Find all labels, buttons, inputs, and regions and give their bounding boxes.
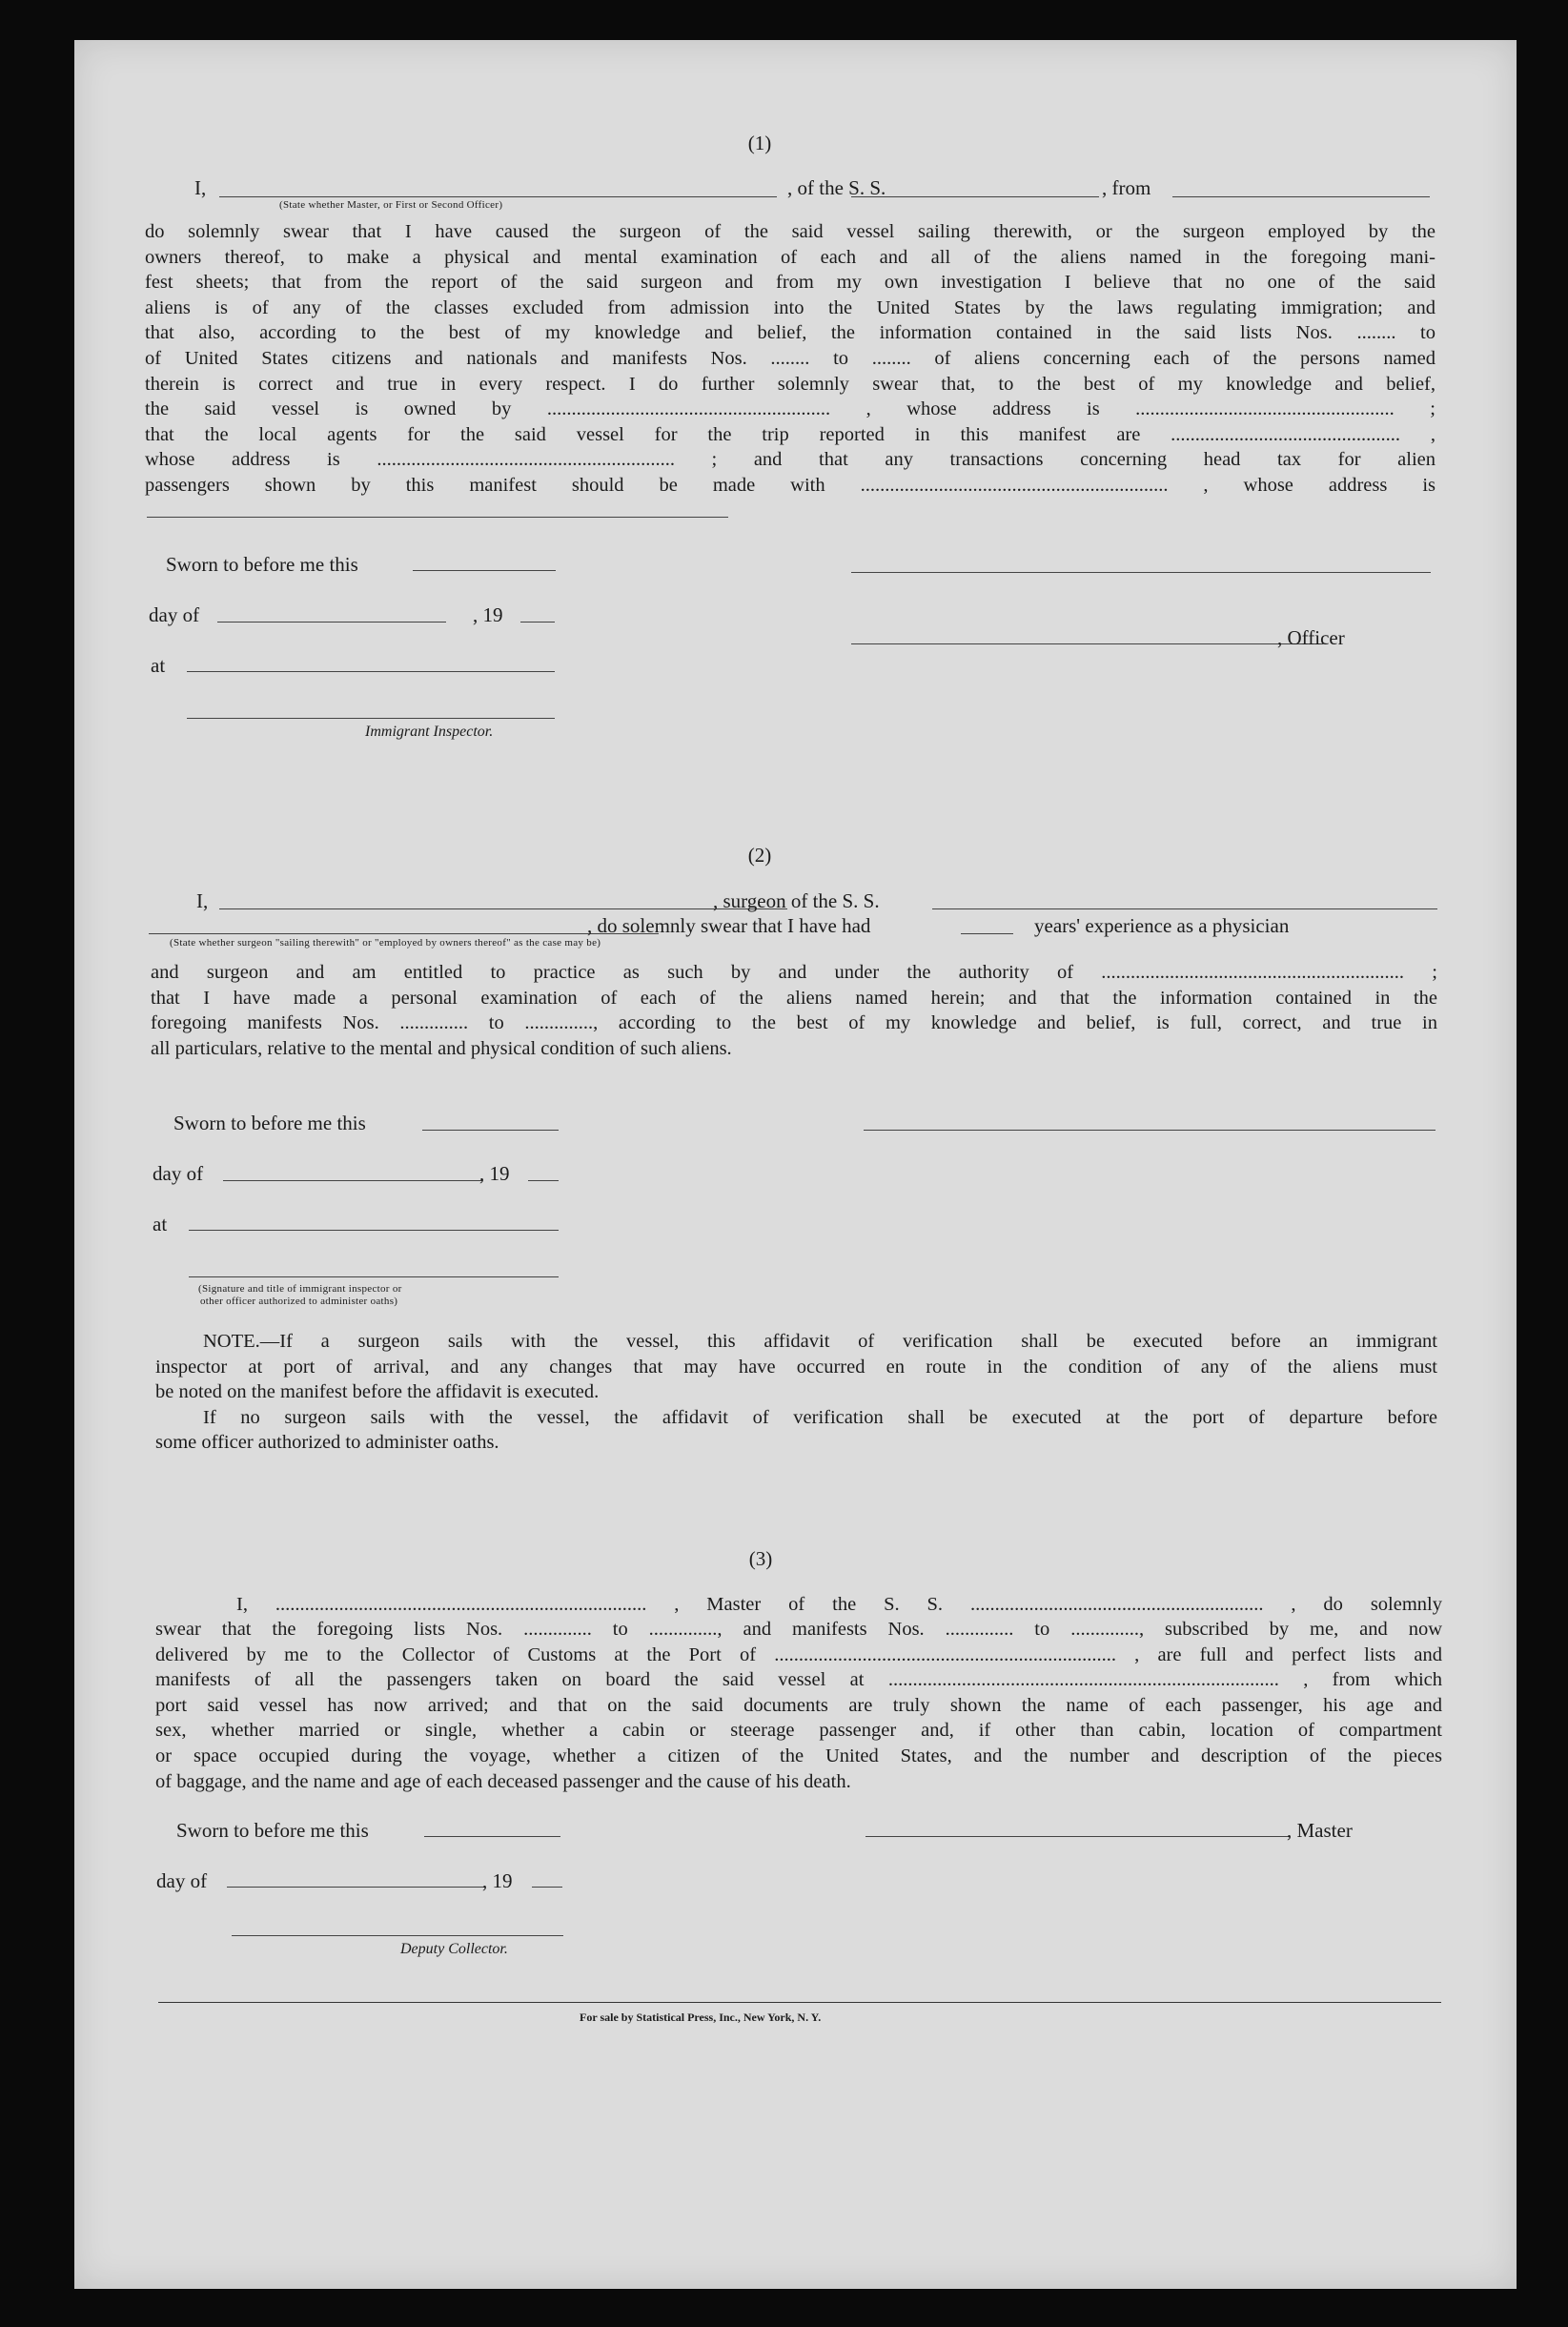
officer-hint: (State whether Master, or First or Second Officer) bbox=[279, 199, 503, 211]
section-1-intro-i: I, bbox=[194, 176, 207, 199]
section-1-year-label: , 19 bbox=[473, 603, 503, 626]
agent-address-line bbox=[147, 517, 728, 518]
section-2-day-line bbox=[223, 1180, 482, 1181]
section-2-note: NOTE.—If a surgeon sails with the vessel, this affidavit of verification shall be executed before an immigrant inspector at port of arrival, and any changes that may have occurred en route in the condition of any of the aliens must be noted on the manifest before the affidavit is executed. If no surgeon sails with the vessel, the affidavit of verification shall be executed at the port of departure before some officer authorized to administer oaths. bbox=[155, 1331, 1437, 1454]
section-3-sworn-line bbox=[424, 1836, 560, 1837]
surgeon-designation-line bbox=[149, 933, 659, 934]
section-1-officer-label: , Officer bbox=[1277, 626, 1345, 649]
surgeon-hint: (State whether surgeon "sailing therewith" or "employed by owners thereof" as the case may be) bbox=[170, 937, 601, 949]
section-3-year-line bbox=[532, 1887, 562, 1888]
section-2-year-label: , 19 bbox=[479, 1162, 510, 1185]
section-1-sworn-line bbox=[413, 570, 556, 571]
section-3-oath-text: I, ............................................................................ , Master of the S. S. ............................................................ , do solemnly bbox=[236, 1594, 1442, 1615]
from-port-line bbox=[1172, 196, 1430, 197]
document-page bbox=[74, 40, 1517, 2289]
collector-signature-line bbox=[232, 1935, 563, 1936]
section-2-sworn-label: Sworn to before me this bbox=[173, 1112, 366, 1134]
section-2-swear-label: , do solemnly swear that I have had bbox=[587, 914, 871, 937]
signature-hint-line-1: (Signature and title of immigrant inspector or bbox=[198, 1283, 402, 1295]
years-experience-line bbox=[961, 933, 1013, 934]
inspector-signature-line bbox=[187, 718, 555, 719]
immigrant-inspector-label: Immigrant Inspector. bbox=[365, 724, 494, 740]
section-2-day-of-label: day of bbox=[153, 1162, 204, 1185]
surgeon-name-line bbox=[219, 908, 787, 909]
deputy-collector-label: Deputy Collector. bbox=[400, 1941, 508, 1957]
section-2-officer-signature-line bbox=[189, 1276, 559, 1277]
section-2-intro-i: I, bbox=[196, 889, 209, 912]
section-2-signature-line bbox=[864, 1130, 1436, 1131]
vessel-name-line bbox=[851, 196, 1099, 197]
section-1-day-line bbox=[217, 622, 446, 623]
section-2-at-line bbox=[189, 1230, 559, 1231]
officer-name-line bbox=[219, 196, 777, 197]
section-1-at-line bbox=[187, 671, 555, 672]
section-2-experience-label: years' experience as a physician bbox=[1034, 914, 1290, 937]
section-3-day-line bbox=[227, 1887, 484, 1888]
section-3-day-of-label: day of bbox=[156, 1869, 208, 1892]
section-1-from-label: , from bbox=[1102, 176, 1151, 199]
section-1-vessel-label: , of the S. S. bbox=[787, 176, 886, 199]
section-2-vessel-line bbox=[932, 908, 1437, 909]
section-1-day-of-label: day of bbox=[149, 603, 200, 626]
section-3-sworn-label: Sworn to before me this bbox=[176, 1819, 369, 1842]
section-3-master-label: , Master bbox=[1287, 1819, 1353, 1842]
section-2-surgeon-of-label: , surgeon of the S. S. bbox=[713, 889, 880, 912]
section-2-sworn-line bbox=[422, 1130, 559, 1131]
section-1-signature-line bbox=[851, 572, 1431, 573]
section-1-officer-line bbox=[851, 643, 1323, 644]
footer-rule bbox=[158, 2002, 1441, 2003]
section-2-at-label: at bbox=[153, 1213, 168, 1235]
section-2-oath-text: and surgeon and am entitled to practice as such by and under the authority of .............................................................. ; that I have made a personal examination of each of the aliens named herein; and that the information contained in the foregoing manifests Nos. .............. to .............., according to the best of my knowledge and belief, is full, correct, and true in all particulars, relative to the mental and physical condition of such aliens. bbox=[151, 962, 1437, 1059]
section-1-number: (1) bbox=[747, 132, 772, 154]
section-1-year-line bbox=[520, 622, 555, 623]
printer-imprint: For sale by Statistical Press, Inc., New York, N. Y. bbox=[580, 2011, 822, 2024]
section-2-year-line bbox=[528, 1180, 559, 1181]
section-3-number: (3) bbox=[748, 1547, 773, 1570]
section-3-master-line bbox=[865, 1836, 1290, 1837]
section-1-at-label: at bbox=[151, 654, 166, 677]
section-3-oath-text-body: swear that the foregoing lists Nos. .............. to .............., and manifests Nos. .............. to .............., subscribed by me, and now delivered by me to the Collector of Customs at the Port of ...................................................................... , are full and perfect lists and manifests of all the passengers taken on board the said vessel at ................................................................................ , from which port said vessel has now arrived; and that on the said documents are truly shown the name of each passenger, his age and sex, whether married or single, whether a cabin or steerage passenger and, if other than cabin, location of compartment or space occupied during the voyage, whether a citizen of the United States, and the number and description of the pieces of baggage, and the name and age of each deceased passenger and the cause of his death. bbox=[155, 1619, 1442, 1792]
section-1-oath-text: do solemnly swear that I have caused the surgeon of the said vessel sailing therewith, or the surgeon employed by the owners thereof, to make a physical and mental examination of each and all of the aliens named in the foregoing mani- fest sheets; that from the report of the said surgeon and from my own investigation I believe that no one of the said aliens is of any of the classes excluded from admission into the United States by the laws regulating immigration; and that also, according to the best of my knowledge and belief, the information contained in the said lists Nos. ........ to of United States citizens and nationals and manifests Nos. ........ to ........ of aliens concerning each of the persons named therein is correct and true in every respect. I do further solemnly swear that, to the best of my knowledge and belief, the said vessel is owned by .......................................................... , whose address is ..................................................... ; that the local agents for the said vessel for the trip reported in this manifest are ............................................... , whose address is ............................................................. ; and that any transactions concerning head tax for alien passengers shown by this manifest should be made with ............................................................... , whose address is bbox=[145, 221, 1436, 496]
signature-hint-line-2: other officer authorized to administer oaths) bbox=[200, 1296, 398, 1307]
section-3-year-label: , 19 bbox=[482, 1869, 513, 1892]
section-1-sworn-label: Sworn to before me this bbox=[166, 553, 358, 576]
section-2-number: (2) bbox=[747, 844, 772, 867]
